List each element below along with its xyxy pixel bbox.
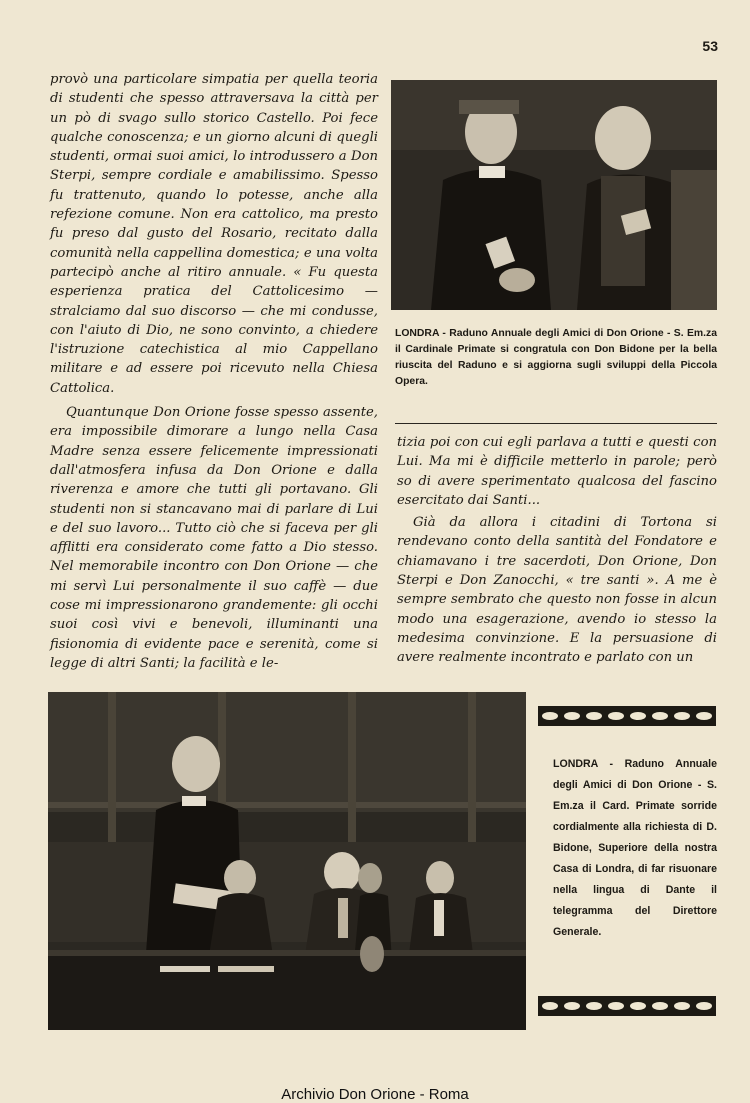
- page-number: 53: [702, 38, 718, 54]
- article-left-column: [50, 70, 378, 673]
- article-right-column: [397, 433, 717, 668]
- paragraph: Già da allora i citadini di Tortona si rendevano conto della santità del Fondatore e chiamavano i tre sacerdoti, Don Orione, Don Sterpi e Don Zanocchi, « tre santi ». A me è sempre sembrato che questo non fosse in alcun modo una esagerazione, avendo io stesso la medesima convinzione. E la persuasione di avere realmente incontrato e parlato con un: [397, 515, 717, 666]
- paragraph: Quantunque Don Orione fosse spesso assente, era impossibile dimorare a lungo nella Casa Madre senza essere felicemente impressionati dall'atmosfera infusa da Don Orione e dalla riverenza e amore che tutti gli portavano. Gli studenti non si stancavano mai di parlare di Lui e del suo lavoro... Tutto ciò che si faceva per gli afflitti era considerato come fatto a Dio stesso. Nel memorabile incontro con Don Orione — che mi servì Lui personalmente il suo caffè — due cose mi impressionarono grandemente: gli occhi suoi così vivi e benevoli, illuminanti una fisionomia di evidente pace e serenità, come si legge di altri Santi; la facilità e le-: [50, 405, 378, 671]
- caption-bottom-photo: LONDRA - Raduno Annuale degli Amici di Don Orione - S. Em.za il Card. Primate sorride cordialmente alla richiesta di D. Bidone, Superiore della nostra Casa di Londra, di far risuonare nella lingua di Dante il telegramma del Direttore Generale.: [553, 758, 717, 938]
- section-divider: [395, 423, 717, 424]
- paragraph: tizia poi con cui egli parlava a tutti e questi con Lui. Ma mi è difficile metterlo in parole; però so di avere sperimentato qualcosa del fascino esercitato dai Santi...: [397, 435, 717, 508]
- ornament-border-top-icon: [538, 704, 716, 728]
- caption-top-photo: LONDRA - Raduno Annuale degli Amici di Don Orione - S. Em.za il Cardinale Primate si congratula con Don Bidone per la bella riuscita del Raduno e si aggiorna sugli sviluppi della Piccola Opera.: [395, 328, 717, 387]
- paragraph: provò una particolare simpatia per quella teoria di studenti che spesso attraversava la città per un pò di svago sullo storico Castello. Poi fece qualche conoscenza; e un giorno alcuni di quegli studenti, ormai suoi amici, lo introdussero a Don Sterpi, sempre cordiale e amabilissimo. Spesso fu trattenuto, quando lo potesse, anche alla refezione comune. Non era cattolico, ma presto fu preso dal gusto del Rosario, recitato dalla comunità nella cappellina domestica; e una volta partecipò anche al ritiro annuale. « Fu questa esperienza pratica del Cattolicesimo — stralciamo dal suo discorso — che mi condusse, con l'aiuto di Dio, ne sono convinto, a chiedere l'istruzione catechistica al mio Cappellano militare e ad essere poi ricevuto nella Chiesa Cattolica.: [50, 72, 378, 396]
- photo-meeting-table: [48, 692, 526, 1030]
- archive-footer: Archivio Don Orione - Roma: [281, 1086, 469, 1103]
- ornament-border-bottom-icon: [538, 994, 716, 1018]
- photo-cardinal-and-don-bidone: [391, 80, 717, 310]
